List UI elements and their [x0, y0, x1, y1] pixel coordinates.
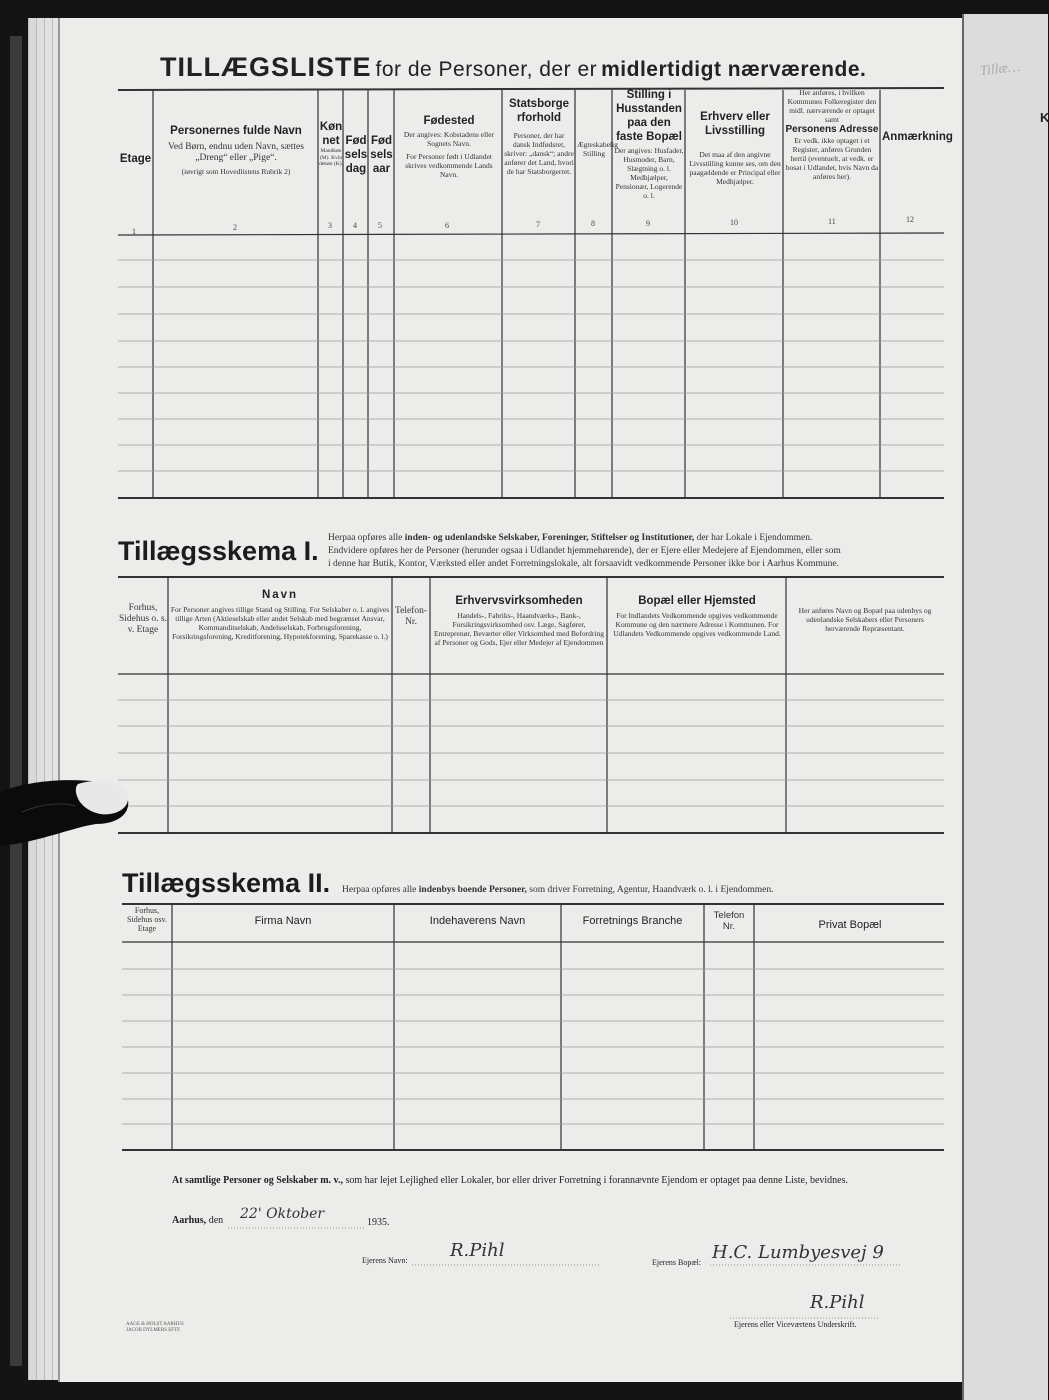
col-number: 6 [445, 221, 449, 230]
title-bold: midlertidigt nærværende. [601, 58, 867, 81]
facing-page: Tillæ… K [962, 14, 1048, 1400]
skema2-header-private-address: Privat Bopæl [818, 919, 882, 931]
thumb-image [0, 772, 130, 852]
owner-address-handwritten: H.C. Lumbyesvej 9 [712, 1242, 884, 1263]
col-header-etage: Etage [119, 153, 152, 165]
owner-name-handwritten: R.Pihl [450, 1240, 505, 1261]
date-line [172, 1215, 223, 1226]
skema2-header-branch: Forretnings Branche [582, 915, 683, 927]
skema1-note: Herpaa opføres alle inden- og udenlandske Selskaber, Foreninger, Stiftelser og Institutioner, der har Lokale i Ejendommen. Endvidere opføres her de Personer (herunder ogsaa i Udlandet hjemmehørende), der er Ejere eller Medejere af Ejendommen, eller som i denne har Butik, Kontor, Værksted eller andet Forretningslokale, alt forsaavidt vedkommende Personer ikke bor i Aarhus Kommune. [328, 533, 841, 569]
skema2-header-etage: Forhus, Sidehus osv. Etage [127, 906, 167, 933]
signature-label: Ejerens eller Viceværtens Underskrift. [734, 1320, 857, 1329]
skema1-header-representative: Her anføres Navn og Bopæl paa udenbys og udenlandske Selskabers eller Personers herværende Repræsentant. [798, 606, 932, 633]
skema1-header-residence: Bopæl eller Hjemsted For Indlandets Vedkommende opgives vedkommende Kommune og den nærmere Adresse i Kommunen. For Udlandets Vedkommende opgives vedkommende Land. [613, 595, 781, 638]
title-rest: for de Personer, der er [375, 58, 598, 81]
skema2-header-owner: Indehaverens Navn [429, 915, 526, 927]
col-number: 7 [536, 220, 540, 229]
den-label: den [208, 1215, 224, 1226]
col-header-birthday: Fødselsdag [344, 135, 368, 175]
col-number: 11 [828, 217, 836, 226]
owner-name-label: Ejerens Navn: [362, 1256, 408, 1265]
skema2-header-firm: Firma Navn [254, 915, 312, 927]
col-number: 3 [328, 221, 332, 230]
col-number: 8 [591, 219, 595, 228]
col-header-birthyear: Fødselsaar [370, 135, 393, 175]
col-number: 9 [646, 219, 650, 228]
col-header-remark: Anmærkning [882, 131, 953, 143]
skema1-header-phone: Telefon-Nr. [394, 606, 428, 627]
col-header-gender: Kønnet Mandkøn (M). Kvindekøn (K). [319, 121, 343, 167]
skema2-note: Herpaa opføres alle indenbys boende Personer, som driver Forretning, Agentur, Haandværk o. l. i Ejendommen. [342, 885, 774, 895]
col-header-citizenship: Statsborgerforhold Personer, der har dansk Indfødsret, skriver: „dansk“; andre anfører det Land, hvori de har Statsborgerret. [504, 98, 574, 176]
col-header-marital: Ægteskabelig Stilling [577, 140, 618, 158]
place-label: Aarhus, [172, 1215, 207, 1226]
printer-imprint: AAGE & HOLST AARHUS JACOB DYLMERS EFTF. [126, 1322, 184, 1333]
col-number: 4 [353, 221, 357, 230]
title-main: TILLÆGSLISTE [160, 52, 372, 82]
col-header-occupation: Erhverv eller Livsstilling Det maa af den angivne Livsstilling kunne ses, om den paagældende er Principal eller Medhjælper. [689, 111, 781, 186]
attestation-statement: At samtlige Personer og Selskaber m. v., som har lejet Lejlighed eller Lokaler, bor eller driver Forretning i forannævnte Ejendom er optaget paa denne Liste, bevidnes. [172, 1175, 848, 1186]
col-number: 12 [906, 215, 914, 224]
signature-handwritten: R.Pihl [810, 1292, 865, 1313]
col-header-address: Her anføres, i hvilken Kommunes Folkeregister den midl. nærværende er optaget samt Personens Adresse Er vedk. ikke optaget i et Register, anføres Grunden hertil (eventuelt, at vedk. er bosat i Udlandet, hvis Navn da anføres her). [785, 88, 879, 181]
col-header-name: Personernes fulde Navn Ved Børn, endnu uden Navn, sættes „Dreng“ eller „Pige“. (iøvrigt som Hovedlistens Rubrik 2) [168, 125, 304, 176]
facing-page-letter: K [1040, 110, 1049, 125]
date-handwritten: 22' Oktober [240, 1206, 325, 1222]
owner-address-label: Ejerens Bopæl: [652, 1258, 702, 1267]
col-header-birthplace: Fødested Der angives: Kobstadens eller Sognets Navn. For Personer født i Udlandet skrives vedkommende Lands Navn. [403, 115, 495, 179]
col-number: 1 [132, 227, 136, 236]
skema1-header-name: Navn For Personer angives tillige Stand og Stilling. For Selskaber o. l. angives tillige Arten (Aktieselskab eller andet Selskab med begrænset Ansvar, Kommanditselskab, Andelsselskab, Forbrugsforening, Forsikringsforening, Kreditforening, Hypotekforening, Sparekasse o. l.) [170, 589, 390, 641]
col-number: 10 [730, 218, 738, 227]
skema1-header-etage: Forhus, Sidehus o. s. v. Etage [118, 603, 168, 635]
col-header-household: Stilling i Husstanden paa den faste Bopæl Der angives: Husfader, Husmoder, Barn, Slægtning o. l. Medhjælper, Pensionær, Logerende o. l. [614, 89, 684, 200]
section-heading-skema2: Tillægsskema II. [122, 868, 331, 898]
skema2-header-phone: Telefon Nr. [713, 910, 745, 932]
skema1-header-business: Erhvervsvirksomheden Handels-, Fabriks-, Haandværks-, Bank-, Forsikringsvirksomhed osv. Læge, Sagfører, Entreprenør, Beværter eller Virksomhed med Befordring af Personer og Gods, Ejer eller Medejer af Ejendommen [434, 595, 604, 647]
col-number: 5 [378, 221, 382, 230]
col-number: 2 [233, 223, 237, 232]
section-heading-skema1: Tillægsskema I. [118, 536, 319, 566]
year-label: 1935. [367, 1217, 390, 1228]
